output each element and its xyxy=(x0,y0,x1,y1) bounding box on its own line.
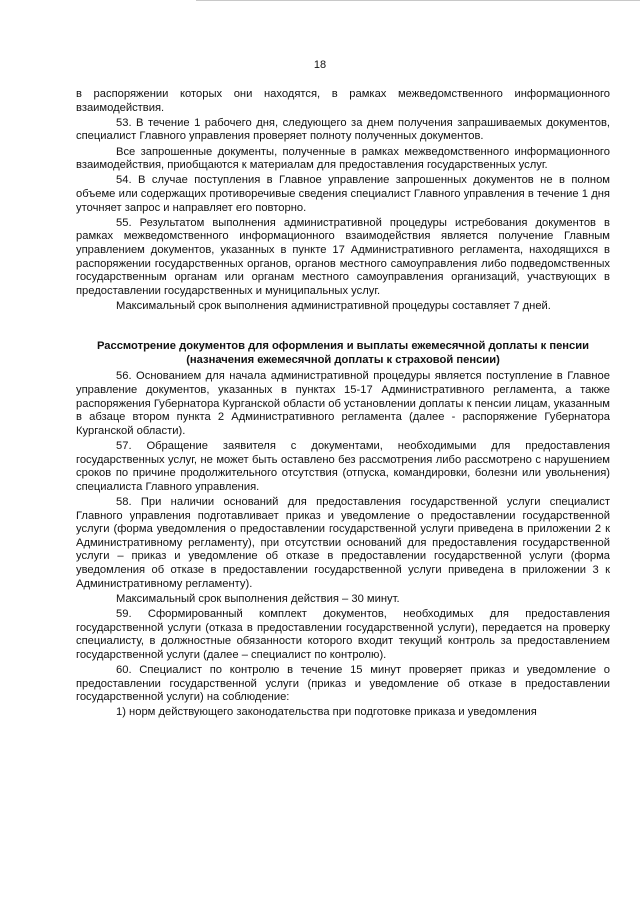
paragraph: 57. Обращение заявителя с документами, необходимыми для предоставления государственных услуг, не может быть оставлено без рассмотрения либо рассмотрено с нарушением сроков по причине продолжительного отсутствия (отпуска, командировки, болезни или увольнения) специалиста Главного управления. xyxy=(76,440,610,493)
paragraph: 56. Основанием для начала административной процедуры является поступление в Главное управление документов, указанных в пунктах 15-17 Административного регламента, а также распоряжения Губернатора Курганской области об установлении доплаты к пенсии лицам, указанным в абзаце втором пункта 2 Административного регламента (далее - распоряжение Губернатора Курганской области). xyxy=(76,370,610,437)
paragraph: 53. В течение 1 рабочего дня, следующего за днем получения запрашиваемых документов, специалист Главного управления проверяет полноту полученных документов. xyxy=(76,116,610,143)
paragraph: 59. Сформированный комплект документов, необходимых для предоставления государственной услуги (отказа в предоставлении государственной услуги), передается на проверку специалисту, в должностные обязанности которого входит текущий контроль за предоставлением государственной услуги (далее – специалист по контролю). xyxy=(76,607,610,661)
paragraph: Максимальный срок выполнения действия – 30 минут. xyxy=(116,592,400,605)
paragraph: Все запрошенные документы, полученные в рамках межведомственного информационного взаимодействия, приобщаются к материалам для предоставления государственных услуг. xyxy=(76,145,610,172)
paragraph: Максимальный срок выполнения административной процедуры составляет 7 дней. xyxy=(116,299,551,312)
page-number: 18 xyxy=(313,59,327,71)
paragraph: 60. Специалист по контролю в течение 15 минут проверяет приказ и уведомление о предоставлении государственной услуги (приказ и уведомление об отказе в предоставлении государственной услуги) на соблюдение: xyxy=(76,663,610,704)
paragraph: 1) норм действующего законодательства при подготовке приказа и уведомления xyxy=(116,706,537,719)
top-scan-rule xyxy=(196,0,640,1)
paragraph: в распоряжении которых они находятся, в рамках межведомственного информационного взаимодействия. xyxy=(76,88,610,114)
section-heading: Рассмотрение документов для оформления и выплаты ежемесячной доплаты к пенсии (назначения ежемесячной доплаты к страховой пенсии) xyxy=(96,340,590,367)
paragraph: 54. В случае поступления в Главное управление запрошенных документов не в полном объеме или содержащих противоречивые сведения специалист Главного управления в течение 1 дня уточняет запрос и направляет его повторно. xyxy=(76,174,610,214)
paragraph: 58. При наличии оснований для предоставления государственной услуги специалист Главного управления подготавливает приказ и уведомление о предоставлении государственной услуги (форма уведомления о предоставлении государственной услуги приведена в приложении 2 к Административному регламенту), при отсутствии оснований для предоставления государственной услуги – приказ и уведомление об отказе в предоставлении государственной услуги (форма уведомления об отказе в предоставлении государственной услуги приведена в приложении 3 к Административному регламенту). xyxy=(76,496,610,590)
document-body xyxy=(76,88,610,721)
paragraph: 55. Результатом выполнения административной процедуры истребования документов в рамках межведомственного информационного взаимодействия является получение Главным управлением документов, указанных в пункте 17 Административного регламента, находящихся в распоряжении государственных органов, органов местного самоуправления либо подведомственных государственным органам или органам местного самоуправления организаций, участвующих в предоставлении государственных и муниципальных услуг. xyxy=(76,216,610,297)
